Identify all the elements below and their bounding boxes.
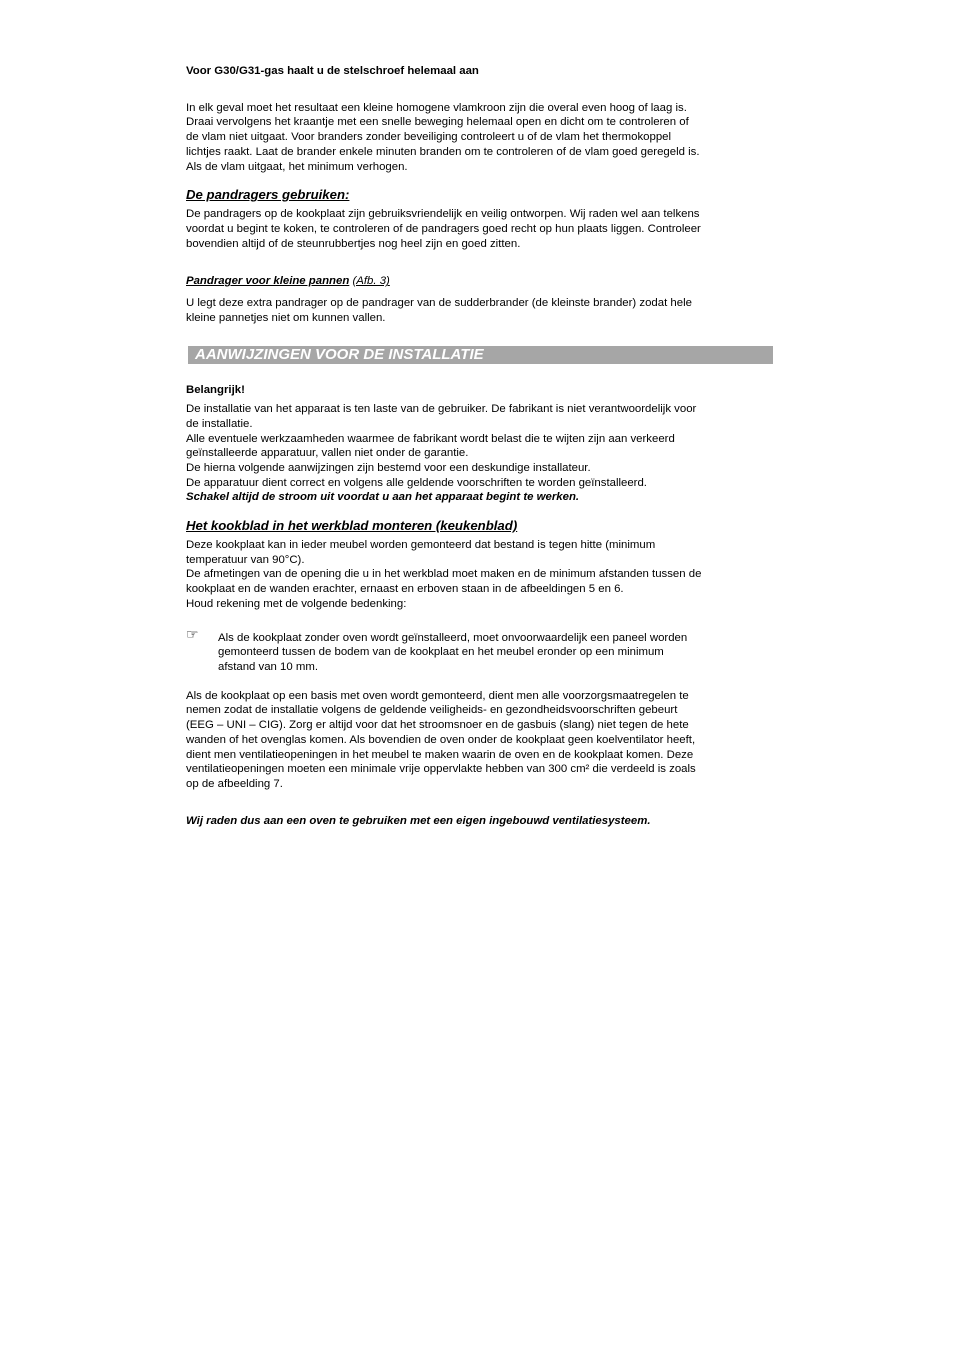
mounting-line: Houd rekening met de volgende bedenking: (186, 597, 407, 610)
small-pan-paragraph (186, 296, 776, 325)
mounting-paragraph (186, 538, 776, 612)
pandragers-line: bovendien altijd of de steunrubbertjes nog heel zijn en goed zitten. (186, 237, 521, 250)
important-line: De hierna volgende aanwijzingen zijn bestemd voor een deskundige installateur. (186, 461, 591, 474)
oven-line: op de afbeelding 7. (186, 777, 283, 790)
bullet-note (186, 626, 776, 675)
document-content (186, 64, 776, 828)
important-line: de installatie. (186, 417, 253, 430)
important-paragraph (186, 402, 776, 490)
installation-banner: AANWIJZINGEN VOOR DE INSTALLATIE (186, 346, 773, 364)
mounting-line: Deze kookplaat kan in ieder meubel worden gemonteerd dat bestand is tegen hitte (minimum (186, 539, 656, 552)
important-line: geïnstalleerde apparatuur, vallen niet onder de garantie. (186, 447, 469, 460)
oven-line: ventilatieopeningen moeten een minimale vrije oppervlakte hebben van 300 cm² die verdeeld is zoals (186, 763, 696, 776)
intro-line: In elk geval moet het resultaat een kleine homogene vlamkroon zijn die overal even hoog of laag is. (186, 101, 687, 114)
small-pan-title: Pandrager voor kleine pannen (186, 275, 350, 288)
intro-line: Als de vlam uitgaat, het minimum verhogen. (186, 160, 408, 173)
important-line: Alle eventuele werkzaamheden waarmee de fabrikant wordt belast die te wijten zijn aan verkeerd (186, 432, 675, 445)
small-pan-heading (186, 274, 776, 289)
oven-line: wanden of het ovenglas komen. Als bovendien de oven onder de kookplaat geen koelventilator heeft, (186, 733, 696, 746)
pandragers-line: De pandragers op de kookplaat zijn gebruiksvriendelijk en veilig ontworpen. Wij raden wel aan telkens (186, 208, 700, 221)
small-pan-line: U legt deze extra pandrager op de pandrager van de sudderbrander (de kleinste brander) zodat hele (186, 297, 692, 310)
pandragers-paragraph (186, 207, 776, 251)
safety-warning: Schakel altijd de stroom uit voordat u aan het apparaat begint te werken. (186, 491, 580, 504)
pandragers-line: voordat u begint te koken, te controleren of de pandragers goed recht op hun plaats liggen. Controleer (186, 222, 701, 235)
oven-line: Als de kookplaat op een basis met oven wordt gemonteerd, dient men alle voorzorgsmaatregelen te (186, 689, 689, 702)
mounting-line: temperatuur van 90°C). (186, 553, 305, 566)
important-line: De apparatuur dient correct en volgens alle geldende voorschriften te worden geïnstalleerd. (186, 476, 647, 489)
bullet-line: Als de kookplaat zonder oven wordt geïnstalleerd, moet onvoorwaardelijk een paneel worden (218, 631, 688, 644)
intro-line: Draai vervolgens het kraantje met een snelle beweging helemaal open en dicht om te controleren of (186, 116, 689, 129)
mounting-title: Het kookblad in het werkblad monteren (keukenblad) (186, 518, 518, 534)
oven-line: dient men ventilatieopeningen in het meubel te maken waarin de oven en de kookplaat komen. Deze (186, 748, 694, 761)
small-pan-line: kleine pannetjes niet om kunnen vallen. (186, 311, 386, 324)
bullet-line: gemonteerd tussen de bodem van de kookplaat en het meubel eronder op een minimum (218, 646, 664, 659)
important-line: De installatie van het apparaat is ten laste van de gebruiker. De fabrikant is niet verantwoordelijk voor (186, 403, 697, 416)
intro-heading: Voor G30/G31-gas haalt u de stelschroef helemaal aan (186, 65, 479, 77)
small-pan-figure-ref: (Afb. 3) (352, 275, 390, 288)
intro-paragraph (186, 101, 776, 175)
oven-paragraph (186, 689, 776, 792)
pointing-hand-icon: ☞ (186, 626, 199, 643)
intro-line: lichtjes raakt. Laat de brander enkele minuten branden om te controleren of de vlam goed geregeld is. (186, 145, 700, 158)
oven-line: (EEG – UNI – CIG). Zorg er altijd voor dat het stroomsnoer en de gasbuis (slang) niet tegen de hete (186, 719, 689, 732)
mounting-line: De afmetingen van de opening die u in het werkblad moet maken en de minimum afstanden tussen de (186, 568, 702, 581)
bullet-line: afstand van 10 mm. (218, 660, 319, 673)
pandragers-title: De pandragers gebruiken: (186, 187, 350, 203)
intro-line: de vlam niet uitgaat. Voor branders zonder beveiliging controleert u of de vlam het thermokoppel (186, 131, 672, 144)
bullet-text (218, 631, 776, 675)
ventilation-advice: Wij raden dus aan een oven te gebruiken met een eigen ingebouwd ventilatiesysteem. (186, 814, 651, 827)
important-label: Belangrijk! (186, 384, 245, 397)
oven-line: nemen zodat de installatie volgens de geldende veiligheids- en gezondheidsvoorschriften gebeurt (186, 704, 678, 717)
mounting-line: kookplaat en de wanden erachter, ernaast en erboven staan in de afbeeldingen 5 en 6. (186, 583, 624, 596)
